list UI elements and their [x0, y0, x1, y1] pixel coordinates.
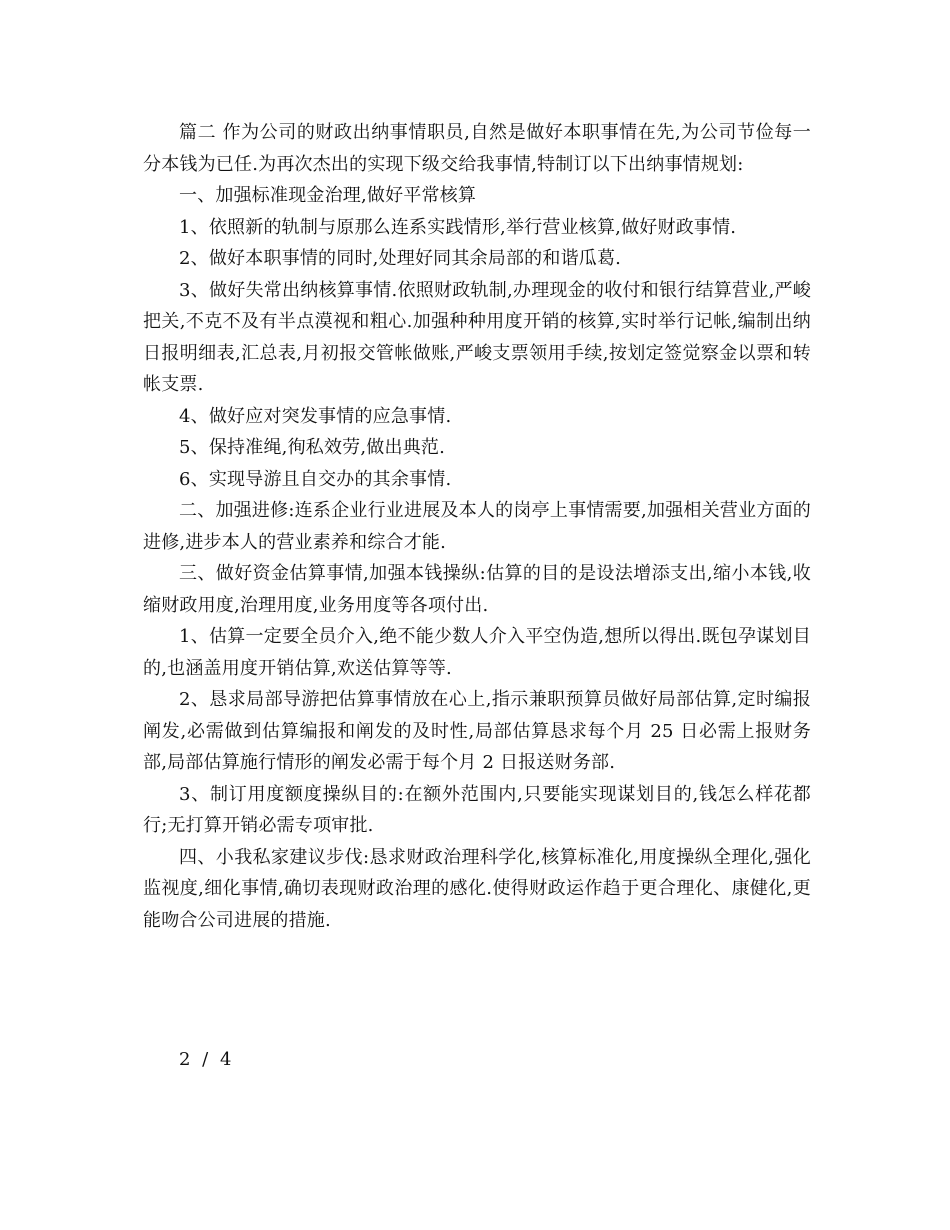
list-item: 1、估算一定要全员介入,绝不能少数人介入平空伪造,想所以得出.既包孕谋划目的,也涵盖用度开销估算,欢送估算等等.: [143, 626, 811, 679]
list-item: 6、实现导游且自交办的其余事情.: [179, 468, 452, 490]
list-item: 1、依照新的轨制与原那么连系实践情形,举行营业核算,做好财政事情.: [179, 216, 737, 238]
list-item: 4、做好应对突发事情的应急事情.: [179, 405, 452, 427]
document-body: [143, 117, 811, 936]
list-item: 3、制订用度额度操纵目的:在额外范围内,只要能实现谋划目的,钱怎么样花都行;无打算开销必需专项审批.: [143, 783, 811, 836]
list-item: 2、恳求局部导游把估算事情放在心上,指示兼职预算员做好局部估算,定时编报阐发,必需做到估算编报和阐发的及时性,局部估算恳求每个月 25 日必需上报财务部,局部估算施行情形的阐发必需于每个月 2 日报送财务部.: [143, 689, 811, 773]
list-item: 3、做好失常出纳核算事情.依照财政轨制,办理现金的收付和银行结算营业,严峻把关,不克不及有半点漠视和粗心.加强种种用度开销的核算,实时举行记帐,编制出纳日报明细表,汇总表,月初报交管帐做账,严峻支票领用手续,按划定签觉察金以票和转帐支票.: [143, 279, 811, 395]
section-heading-2: 二、加强进修:连系企业行业进展及本人的岗亭上事情需要,加强相关营业方面的进修,进步本人的营业素养和综合才能.: [143, 500, 811, 553]
section-heading-1: 一、加强标准现金治理,做好平常核算: [179, 185, 477, 206]
list-item: 5、保持准绳,徇私效劳,做出典范.: [179, 437, 446, 458]
section-heading-3: 三、做好资金估算事情,加强本钱操纵:估算的目的是设法增添支出,缩小本钱,收缩财政用度,治理用度,业务用度等各项付出.: [143, 563, 811, 616]
list-item: 2、做好本职事情的同时,处理好同其余局部的和谐瓜葛.: [179, 248, 622, 269]
page-number: 2 / 4: [179, 1049, 235, 1070]
paragraph-intro: 篇二 作为公司的财政出纳事情职员,自然是做好本职事情在先,为公司节俭每一分本钱为已任.为再次杰出的实现下级交给我事情,特制订以下出纳事情规划:: [143, 122, 811, 175]
section-heading-4: 四、小我私家建议步伐:恳求财政治理科学化,核算标准化,用度操纵全理化,强化监视度,细化事情,确切表现财政治理的感化.使得财政运作趋于更合理化、康健化,更能吻合公司进展的措施.: [143, 846, 811, 931]
